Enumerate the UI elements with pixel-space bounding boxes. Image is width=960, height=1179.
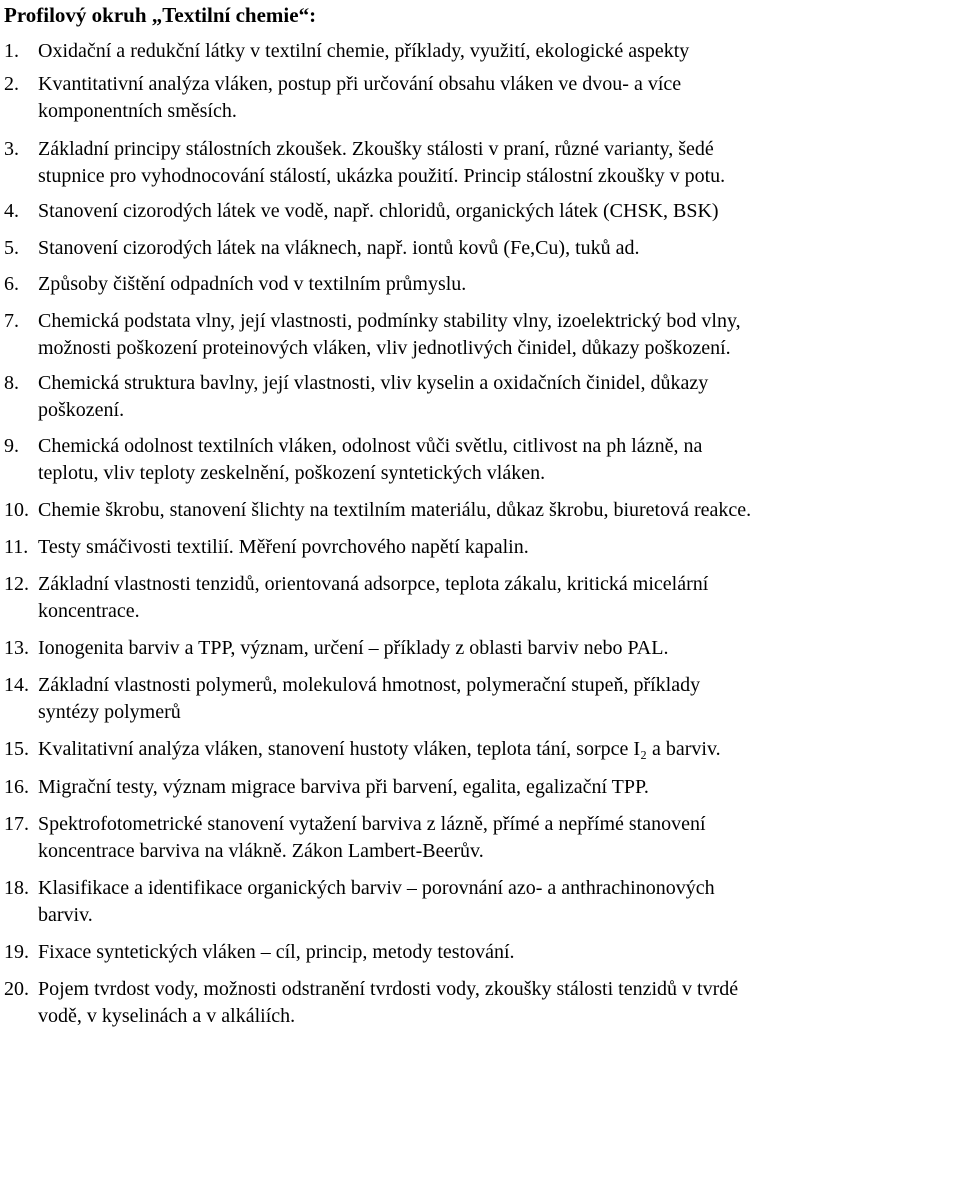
topic-item <box>4 71 956 125</box>
topic-item <box>4 672 956 726</box>
topic-text-line: vodě, v kyselinách a v alkáliích. <box>38 1005 296 1027</box>
topic-item <box>4 774 956 801</box>
topic-number: 6. <box>4 273 19 295</box>
topic-number: 19. <box>4 941 29 963</box>
topic-number: 18. <box>4 877 29 899</box>
topic-number: 14. <box>4 674 29 696</box>
topic-number: 8. <box>4 372 19 394</box>
topic-text-line: komponentních směsích. <box>38 100 237 122</box>
topic-item <box>4 497 956 524</box>
topic-text-line: Chemická podstata vlny, její vlastnosti, podmínky stability vlny, izoelektrický bod vlny, <box>38 310 741 332</box>
topic-text-line: poškození. <box>38 399 125 421</box>
topic-text-line: Chemie škrobu, stanovení šlichty na textilním materiálu, důkaz škrobu, biuretová reakce. <box>38 499 752 521</box>
topic-item <box>4 635 956 662</box>
topic-number: 4. <box>4 200 19 222</box>
topic-item <box>4 198 956 225</box>
topic-item <box>4 433 956 487</box>
topic-item <box>4 136 956 190</box>
topic-text-line: Kvalitativní analýza vláken, stanovení hustoty vláken, teplota tání, sorpce I₂ a barviv. <box>38 738 721 760</box>
topic-text-line: Chemická struktura bavlny, její vlastnosti, vliv kyselin a oxidačních činidel, důkazy <box>38 372 709 394</box>
topic-text-line: Základní vlastnosti polymerů, molekulová hmotnost, polymerační stupeň, příklady <box>38 674 701 696</box>
topic-text-line: Chemická odolnost textilních vláken, odolnost vůči světlu, citlivost na ph lázně, na <box>38 435 703 457</box>
topic-number: 11. <box>4 536 29 558</box>
topic-number: 9. <box>4 435 19 457</box>
topic-number: 16. <box>4 776 29 798</box>
topic-number: 17. <box>4 813 29 835</box>
topic-text-line: možnosti poškození proteinových vláken, vliv jednotlivých činidel, důkazy poškození. <box>38 337 731 359</box>
topic-text-line: koncentrace barviva na vlákně. Zákon Lambert-Beerův. <box>38 840 484 862</box>
topic-number: 3. <box>4 138 19 160</box>
topic-item <box>4 308 956 362</box>
topic-number: 10. <box>4 499 29 521</box>
topic-text-line: Ionogenita barviv a TPP, význam, určení – příklady z oblasti barviv nebo PAL. <box>38 637 669 659</box>
topic-item <box>4 271 956 298</box>
topic-item <box>4 235 956 262</box>
topic-text-line: teplotu, vliv teploty zeskelnění, poškození syntetických vláken. <box>38 462 546 484</box>
topic-item <box>4 38 956 65</box>
topic-item <box>4 534 956 561</box>
topic-text-line: Způsoby čištění odpadních vod v textilním průmyslu. <box>38 273 467 295</box>
topic-item <box>4 571 956 625</box>
topic-item <box>4 736 956 763</box>
topic-text-line: Kvantitativní analýza vláken, postup při určování obsahu vláken ve dvou- a více <box>38 73 682 95</box>
topic-number: 20. <box>4 978 29 1000</box>
topic-text-line: Klasifikace a identifikace organických barviv – porovnání azo- a anthrachinonových <box>38 877 715 899</box>
topic-number: 13. <box>4 637 29 659</box>
topic-item <box>4 811 956 865</box>
topic-number: 2. <box>4 73 19 95</box>
topic-text-line: Pojem tvrdost vody, možnosti odstranění tvrdosti vody, zkoušky stálosti tenzidů v tvrdé <box>38 978 739 1000</box>
topic-item <box>4 976 956 1030</box>
topic-text-line: Základní principy stálostních zkoušek. Zkoušky stálosti v praní, různé varianty, šedé <box>38 138 714 160</box>
topic-text-line: Stanovení cizorodých látek ve vodě, např. chloridů, organických látek (CHSK, BSK) <box>38 200 719 222</box>
topic-text-line: Stanovení cizorodých látek na vláknech, např. iontů kovů (Fe,Cu), tuků ad. <box>38 237 640 259</box>
topic-text-line: Testy smáčivosti textilií. Měření povrchového napětí kapalin. <box>38 536 529 558</box>
topic-text-line: Základní vlastnosti tenzidů, orientovaná adsorpce, teplota zákalu, kritická micelární <box>38 573 709 595</box>
topic-text-line: stupnice pro vyhodnocování stálostí, ukázka použití. Princip stálostní zkoušky v potu. <box>38 165 726 187</box>
topic-number: 1. <box>4 40 19 62</box>
topic-text-line: Oxidační a redukční látky v textilní chemie, příklady, využití, ekologické aspekty <box>38 40 690 62</box>
topic-number: 5. <box>4 237 19 259</box>
topic-text-line: Migrační testy, význam migrace barviva při barvení, egalita, egalizační TPP. <box>38 776 649 798</box>
document-title: Profilový okruh „Textilní chemie“: <box>4 3 317 27</box>
topic-text-line: Spektrofotometrické stanovení vytažení barviva z lázně, přímé a nepřímé stanovení <box>38 813 706 835</box>
topic-list <box>4 38 956 1030</box>
topic-number: 12. <box>4 573 29 595</box>
topic-text-line: koncentrace. <box>38 600 140 622</box>
topic-text-line: syntézy polymerů <box>38 701 181 723</box>
topic-item <box>4 875 956 929</box>
topic-number: 15. <box>4 738 29 760</box>
topic-item <box>4 370 956 424</box>
topic-text-line: barviv. <box>38 904 93 926</box>
topic-number: 7. <box>4 310 19 332</box>
topic-text-line: Fixace syntetických vláken – cíl, princip, metody testování. <box>38 941 515 963</box>
topic-item <box>4 939 956 966</box>
